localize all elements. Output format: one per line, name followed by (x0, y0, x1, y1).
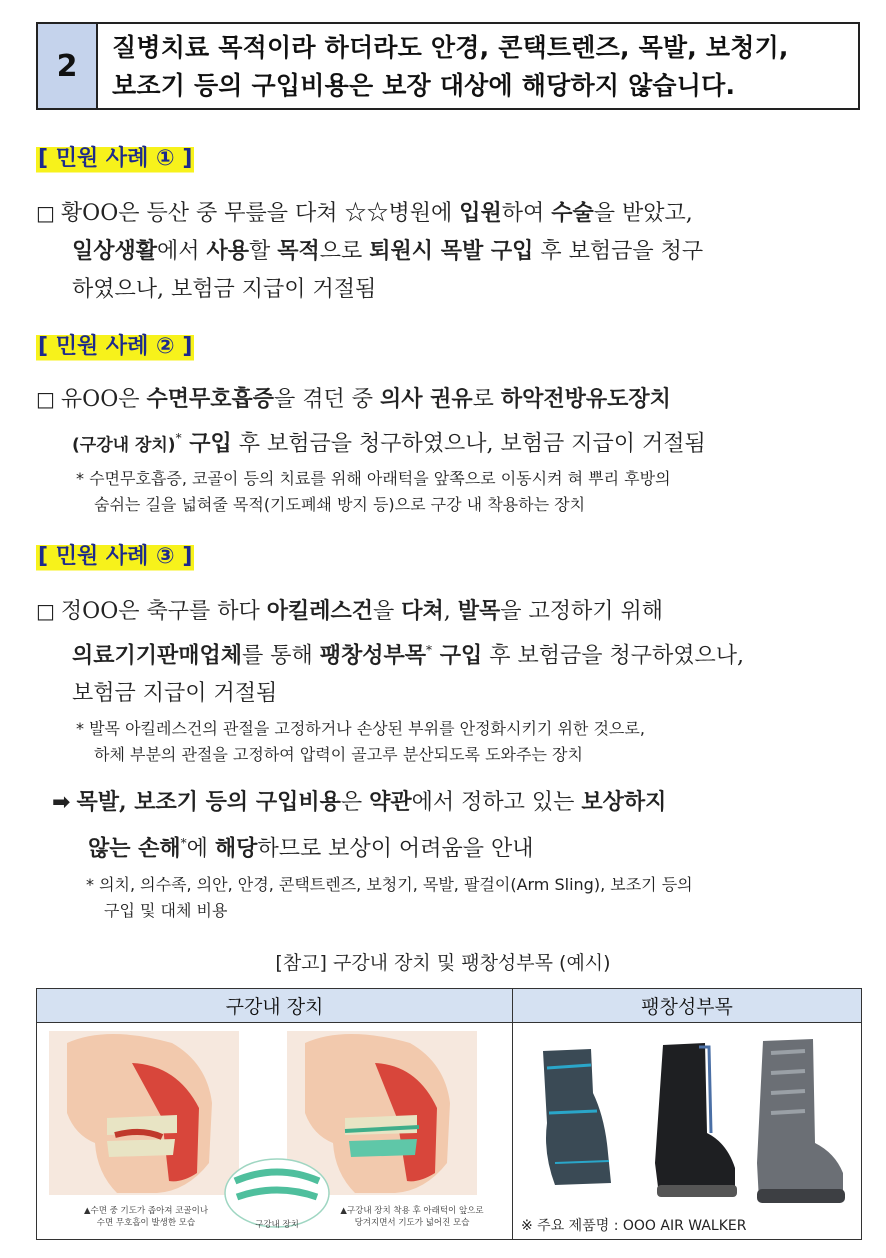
conclusion-line-1: ➡ 목발, 보조기 등의 구입비용은 약관에서 정하고 있는 보상하지 (52, 789, 667, 815)
product-note: ※ 주요 제품명 : OOO AIR WALKER (521, 1218, 747, 1234)
case-3-line-1: □ 정OO은 축구를 하다 아킬레스건을 다쳐, 발목을 고정하기 위해 (36, 599, 664, 624)
case-3-note-line-1: * 발목 아킬레스건의 관절을 고정하거나 손상된 부위를 안정화시키기 위한 것으로, (76, 719, 645, 738)
case-3-note (76, 716, 862, 768)
reference-table (36, 988, 862, 1240)
checkbox-bullet-icon: □ (36, 387, 55, 411)
conclusion-note-line-2: 구입 및 대체 비용 (104, 901, 228, 920)
case-2-note-line-1: * 수면무호흡증, 코골이 등의 치료를 위해 아래턱을 앞쪽으로 이동시켜 혀 뿌리 후방의 (76, 469, 671, 488)
case-2-note-line-2: 숨쉬는 길을 넓혀줄 목적(기도폐쇄 방지 등)으로 구강 내 착용하는 장치 (94, 495, 586, 514)
case-2-note (76, 466, 862, 518)
case-2-line-2: (구강내 장치)* 구입 후 보험금을 청구하였으나, 보험금 지급이 거절됨 (72, 431, 706, 457)
case-1-line-3: 하였으나, 보험금 지급이 거절됨 (72, 277, 377, 302)
reference-caption: [참고] 구강내 장치 및 팽창성부목 (예시) (275, 952, 611, 974)
figure-left-caption: ▲수면 중 기도가 좁아져 코골이나 수면 무호흡이 발생한 모습 (83, 1206, 209, 1228)
case-2-label: [ 민원 사례 ② ] (36, 330, 194, 364)
section-number: 2 (38, 24, 98, 108)
case-1-body (36, 194, 860, 309)
case-2-line-1: □ 유OO은 수면무호흡증을 겪던 중 의사 권유로 하악전방유도장치 (36, 387, 671, 412)
section-title-line-2: 보조기 등의 구입비용은 보장 대상에 해당하지 않습니다. (112, 71, 736, 100)
oral-device-figure (37, 1023, 513, 1239)
conclusion (52, 782, 860, 869)
figure-right-caption: ▲구강내 장치 착용 후 아래턱이 앞으로 당겨지면서 기도가 넓어진 모습 (340, 1206, 484, 1228)
case-3-line-3: 보험금 지급이 거절됨 (72, 681, 278, 707)
splint-figure (513, 1023, 861, 1239)
reference-table-body (37, 1023, 861, 1239)
case-3-line-2: 의료기기판매업체를 통해 팽창성부목* 구입 후 보험금을 청구하였으나, (72, 643, 744, 669)
conclusion-note (86, 872, 862, 924)
checkbox-bullet-icon: □ (36, 201, 55, 225)
section-title (98, 24, 858, 108)
splint-illustration (513, 1023, 861, 1213)
case-3-label: [ 민원 사례 ③ ] (36, 540, 194, 574)
case-3-note-line-2: 하체 부분의 관절을 고정하여 압력이 골고루 분산되도록 도와주는 장치 (94, 745, 583, 764)
case-1-line-1: □ 황OO은 등산 중 무릎을 다쳐 ☆☆병원에 입원하여 수술을 받았고, (36, 201, 693, 226)
section-title-line-1: 질병치료 목적이라 하더라도 안경, 콘택트렌즈, 목발, 보청기, (112, 33, 789, 62)
case-1-label: [ 민원 사례 ① ] (36, 142, 194, 176)
device-label: 구강내 장치 (255, 1220, 299, 1230)
case-3-body (36, 592, 860, 713)
reference-table-header (37, 989, 861, 1023)
checkbox-bullet-icon: □ (36, 599, 55, 623)
section-title-box (36, 22, 860, 110)
header-splint: 팽창성부목 (641, 996, 733, 1018)
header-oral-device: 구강내 장치 (37, 989, 513, 1022)
case-2-body (36, 380, 860, 464)
conclusion-note-line-1: * 의치, 의수족, 의안, 안경, 콘택트렌즈, 보청기, 목발, 팔걸이(Arm Sling), 보조기 등의 (86, 875, 693, 894)
case-1-line-2: 일상생활에서 사용할 목적으로 퇴원시 목발 구입 후 보험금을 청구 (72, 239, 704, 264)
right-arrow-icon: ➡ (52, 790, 71, 815)
conclusion-line-2: 않는 손해*에 해당하므로 보상이 어려움을 안내 (88, 835, 534, 862)
